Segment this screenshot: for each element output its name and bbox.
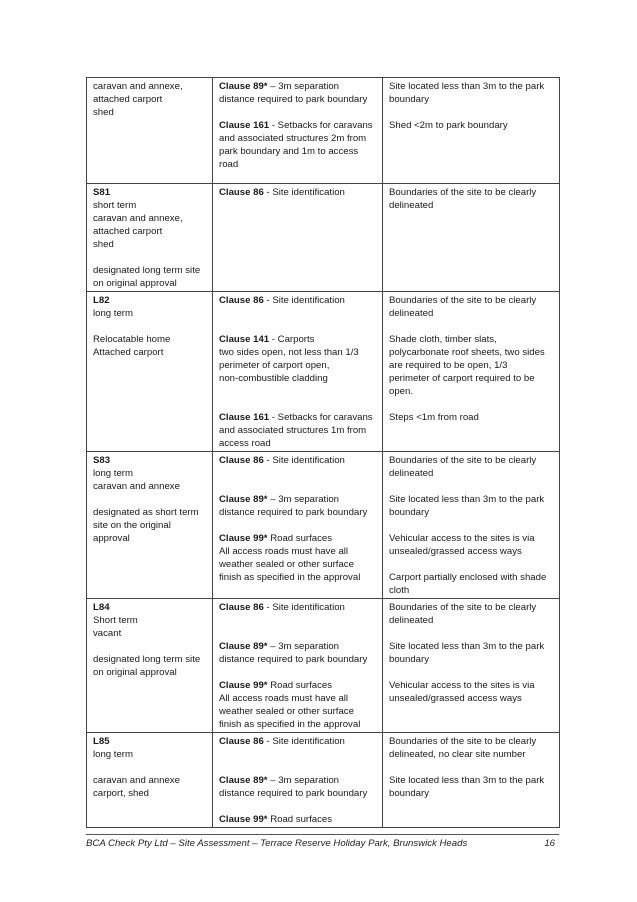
finding-line: perimeter of carport required to be [389,373,535,384]
table-row [87,184,560,292]
site-cell [87,78,213,184]
clause-label: Clause 86 [219,455,264,466]
finding-line: boundary [389,788,430,799]
finding-cell [383,184,560,292]
clause-cell [213,78,383,184]
clause-line: distance required to park boundary [219,94,368,105]
site-line: Short term [93,615,138,626]
clause-line: finish as specified in the approval [219,719,361,730]
clause-line: access road [219,438,271,449]
finding-line: boundary [389,507,430,518]
finding-line: polycarbonate roof sheets, two sides [389,347,545,358]
clause-line: non-combustible cladding [219,373,328,384]
site-line: vacant [93,628,122,639]
page-number: 16 [544,838,555,849]
footer-divider [86,834,559,835]
site-line: caravan and annexe [93,481,180,492]
finding-line: Boundaries of the site to be clearly [389,295,537,306]
finding-line: Boundaries of the site to be clearly [389,187,537,198]
table-row [87,78,560,184]
finding-cell [383,733,560,828]
clause-line: All access roads must have all [219,546,349,557]
finding-line: Carport partially enclosed with shade [389,572,547,583]
clause-label: Clause 86 [219,187,264,198]
finding-line: open. [389,386,414,397]
site-line: approval [93,533,130,544]
clause-label: Clause 99* [219,680,268,691]
clause-label: Clause 86 [219,295,264,306]
clause-cell [213,292,383,452]
site-line: on original approval [93,278,177,289]
site-line: short term [93,200,137,211]
finding-line: Site located less than 3m to the park [389,81,545,92]
site-line: long term [93,749,133,760]
site-line: Relocatable home [93,334,171,345]
table-row [87,733,560,828]
site-id: S81 [93,187,111,198]
clause-label: Clause 89* [219,641,268,652]
finding-cell [383,78,560,184]
finding-line: delineated, no clear site number [389,749,526,760]
finding-cell [383,292,560,452]
clause-label: Clause 141 [219,334,270,345]
finding-line: cloth [389,585,410,596]
clause-label: Clause 89* [219,494,268,505]
clause-text: - Site identification [263,455,345,466]
clause-label: Clause 89* [219,775,268,786]
site-assessment-table [86,77,560,828]
clause-line: distance required to park boundary [219,654,368,665]
site-line: long term [93,468,133,479]
clause-text: – 3m separation [267,494,339,505]
site-line: on original approval [93,667,177,678]
clause-cell [213,184,383,292]
clause-line: park boundary and 1m to access [219,146,359,157]
finding-line: unsealed/grassed access ways [389,546,522,557]
clause-line: and associated structures 1m from [219,425,367,436]
site-id: L82 [93,295,110,306]
site-cell [87,184,213,292]
clause-label: Clause 86 [219,602,264,613]
site-line: designated long term site [93,654,201,665]
clause-text: Road surfaces [267,533,333,544]
finding-line: boundary [389,94,430,105]
site-line: designated long term site [93,265,201,276]
site-line: site on the original [93,520,171,531]
site-id: L85 [93,736,110,747]
finding-line: unsealed/grassed access ways [389,693,522,704]
site-cell [87,292,213,452]
site-line: shed [93,239,114,250]
finding-cell [383,599,560,733]
finding-line: Boundaries of the site to be clearly [389,736,537,747]
clause-text: – 3m separation [267,775,339,786]
clause-line: weather sealed or other surface [219,559,354,570]
site-line: attached carport [93,226,163,237]
clause-cell [213,733,383,828]
clause-text: – 3m separation [267,81,339,92]
clause-label: Clause 89* [219,81,268,92]
clause-label: Clause 99* [219,533,268,544]
clause-line: two sides open, not less than 1/3 [219,347,359,358]
clause-line: perimeter of carport open, [219,360,330,371]
finding-line: are required to be open, 1/3 [389,360,508,371]
clause-line: distance required to park boundary [219,507,368,518]
clause-text: Road surfaces [267,814,333,825]
finding-line: delineated [389,308,434,319]
clause-cell [213,599,383,733]
site-id: L84 [93,602,110,613]
finding-line: Vehicular access to the sites is via [389,680,535,691]
site-line: shed [93,107,114,118]
finding-line: boundary [389,654,430,665]
clause-text: - Site identification [263,187,345,198]
table-row [87,292,560,452]
site-cell [87,599,213,733]
site-cell [87,452,213,599]
site-line: Attached carport [93,347,164,358]
clause-line: finish as specified in the approval [219,572,361,583]
finding-line: Site located less than 3m to the park [389,494,545,505]
finding-cell [383,452,560,599]
clause-cell [213,452,383,599]
clause-text: - Site identification [263,602,345,613]
site-line: attached carport [93,94,163,105]
finding-line: Shed <2m to park boundary [389,120,508,131]
clause-line: distance required to park boundary [219,788,368,799]
clause-text: - Site identification [263,295,345,306]
table-row [87,599,560,733]
site-line: designated as short term [93,507,199,518]
clause-line: weather sealed or other surface [219,706,354,717]
finding-line: delineated [389,468,434,479]
site-line: caravan and annexe [93,775,180,786]
finding-line: delineated [389,615,434,626]
clause-text: - Setbacks for caravans [269,412,373,423]
site-line: carport, shed [93,788,149,799]
clause-text: – 3m separation [267,641,339,652]
site-line: long term [93,308,133,319]
footer-text: BCA Check Pty Ltd – Site Assessment – Terrace Reserve Holiday Park, Brunswick Heads [86,838,468,849]
site-line: caravan and annexe, [93,81,183,92]
clause-line: and associated structures 2m from [219,133,367,144]
clause-line: All access roads must have all [219,693,349,704]
finding-line: Shade cloth, timber slats, [389,334,497,345]
site-line: caravan and annexe, [93,213,183,224]
finding-line: Site located less than 3m to the park [389,641,545,652]
clause-text: Road surfaces [267,680,333,691]
clause-label: Clause 99* [219,814,268,825]
finding-line: Vehicular access to the sites is via [389,533,535,544]
clause-text: - Carports [269,334,315,345]
finding-line: Boundaries of the site to be clearly [389,455,537,466]
finding-line: Boundaries of the site to be clearly [389,602,537,613]
clause-label: Clause 161 [219,120,270,131]
clause-label: Clause 86 [219,736,264,747]
clause-line: road [219,159,239,170]
table-row [87,452,560,599]
clause-label: Clause 161 [219,412,270,423]
finding-line: Steps <1m from road [389,412,479,423]
clause-text: - Setbacks for caravans [269,120,373,131]
clause-text: - Site identification [263,736,345,747]
finding-line: delineated [389,200,434,211]
site-cell [87,733,213,828]
finding-line: Site located less than 3m to the park [389,775,545,786]
site-id: S83 [93,455,111,466]
